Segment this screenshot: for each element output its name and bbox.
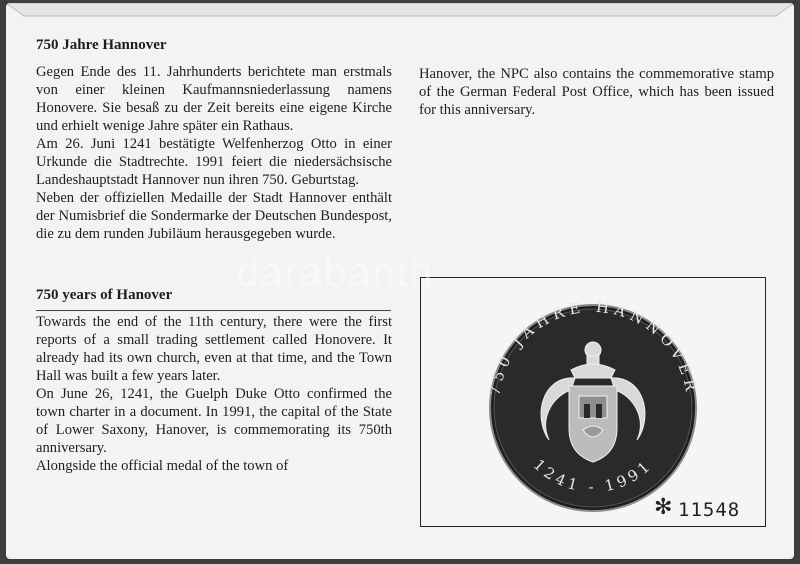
right-column: [419, 65, 774, 119]
asterisk-icon: ✻: [654, 495, 673, 520]
german-heading: 750 Jahre Hannover: [36, 37, 167, 53]
document-sheet: [6, 3, 794, 559]
medal-inscription-bottom: 1241 - 1991: [529, 455, 657, 496]
german-paragraph-3: Neben der offiziellen Medaille der Stadt Hannover enthält der Numisbrief die Sondermarke der Deutschen Bundespost, die zu dem runden Jubiläum herausgegeben wurde.: [36, 190, 392, 242]
german-paragraph-2: Am 26. Juni 1241 bestätigte Welfenherzog Otto in einer Urkunde die Stadtrechte. 1991 feiert die niedersächsische Landeshauptstadt Hannover nun ihren 750. Geburtstag.: [36, 136, 392, 188]
medal-frame: [420, 277, 766, 527]
english-paragraph-3: Alongside the official medal of the town of: [36, 458, 289, 474]
german-section: [36, 37, 392, 243]
english-continuation: Hanover, the NPC also contains the commemorative stamp of the German Federal Post Office, which has been issued for this anniversary.: [419, 66, 774, 118]
english-paragraph-1: Towards the end of the 11th century, there were the first reports of a small trading settlement called Honovere. It already had its own church, even at that time, and the Town Hall was built a few years later.: [36, 314, 392, 384]
english-heading: 750 years of Hanover: [36, 287, 173, 303]
medal-inscription-top: 750 JAHRE HANNOVER: [485, 297, 701, 398]
english-paragraph-2: On June 26, 1241, the Guelph Duke Otto confirmed the town charter in a document. In 1991, the capital of the State of Lower Saxony, Hanover, is commemorating its 750th anniversary.: [36, 386, 392, 456]
german-paragraph-1: Gegen Ende des 11. Jahrhunderts berichtete man erstmals von einer kleinen Kaufmannsniederlassung namens Honovere. Sie besaß zu der Zeit bereits eine eigene Kirche und erhielt wenige Jahre später ein Rathaus.: [36, 64, 392, 134]
serial-number: 11548: [678, 499, 741, 521]
envelope-flap: [6, 3, 794, 17]
english-section: [36, 287, 392, 475]
watermark: darabanth: [236, 251, 435, 295]
section-divider: [36, 310, 391, 311]
medal: [421, 278, 765, 526]
